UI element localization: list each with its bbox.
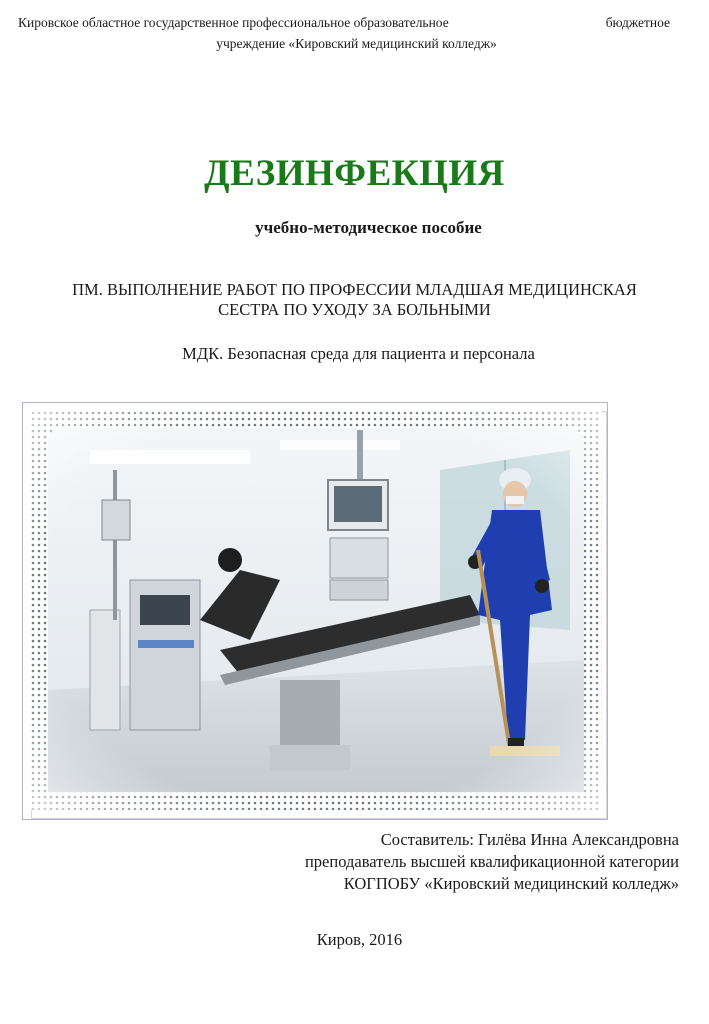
compiler-position: преподаватель высшей квалификационной категории [304,852,679,871]
compiler-institution: КОГПОБУ «Кировский медицинский колледж» [343,874,679,893]
operating-room-cleaning-photo [30,410,602,810]
document-title: ДЕЗИНФЕКЦИЯ [204,153,505,194]
header-institution-left: Кировское областное государственное профессиональное образовательное [18,15,449,30]
document-subtitle: учебно-методическое пособие [255,218,482,237]
professional-module-line2: СЕСТРА ПО УХОДУ ЗА БОЛЬНЫМИ [218,300,491,319]
header-institution-right: бюджетное [605,15,670,30]
city-year: Киров, 2016 [316,930,403,949]
compiler-info [305,829,679,895]
photo-vignette [30,410,602,810]
interdisciplinary-course: МДК. Безопасная среда для пациента и персонала [182,344,535,363]
compiler-name: Составитель: Гилёва Инна Александровна [380,830,679,849]
header-institution-line2: учреждение «Кировский медицинский колледж» [216,36,497,51]
professional-module [0,280,709,320]
professional-module-line1: ПМ. ВЫПОЛНЕНИЕ РАБОТ ПО ПРОФЕССИИ МЛАДШАЯ МЕДИЦИНСКАЯ [72,280,637,299]
